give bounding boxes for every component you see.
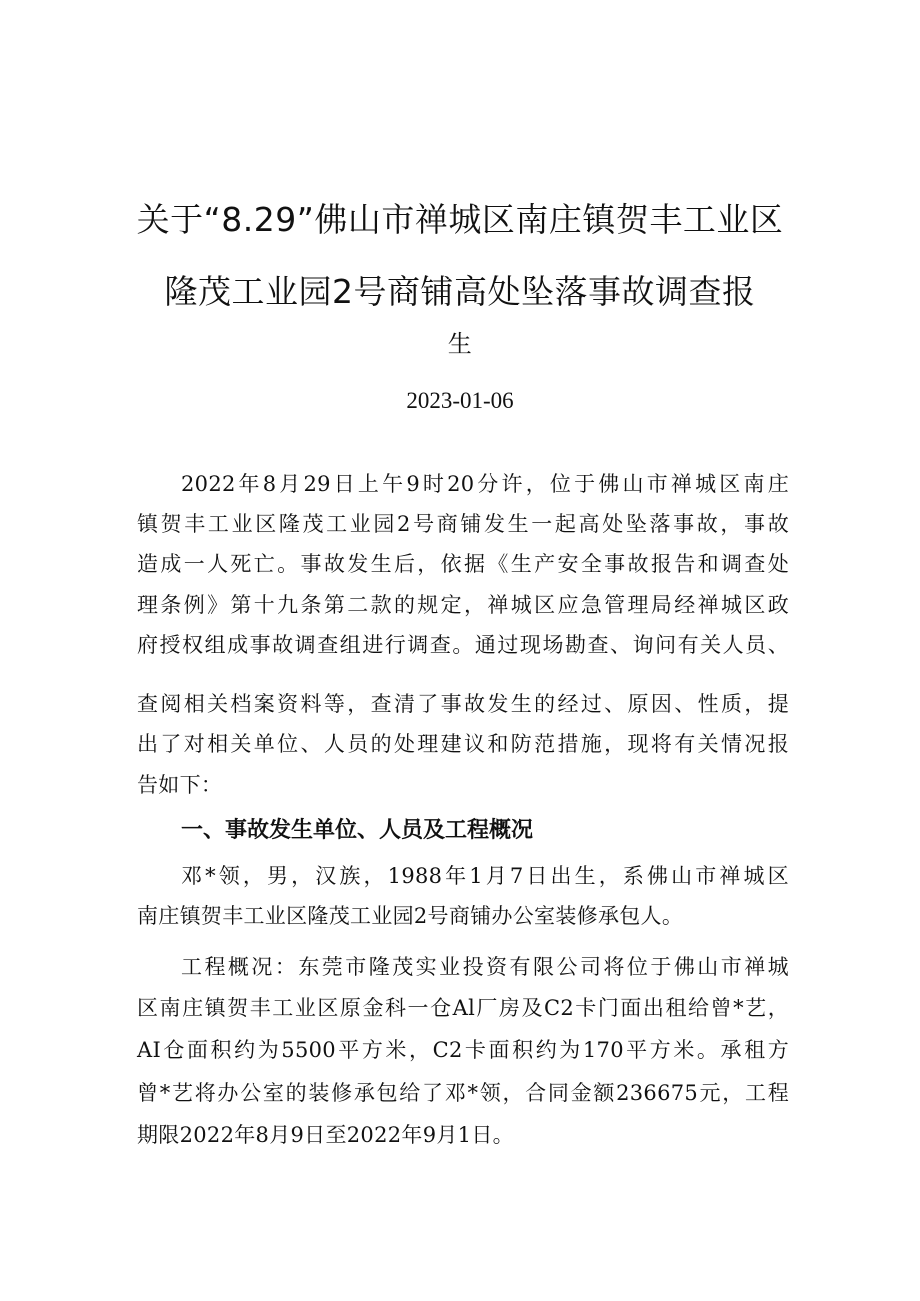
paragraph-3-line: 曾*艺将办公室的装修承包给了邓*领，合同金额236675元，工程 [137,1081,789,1105]
paragraph-1-line: 造成一人死亡。事故发生后，依据《生产安全事故报告和调查处 [137,552,789,576]
paragraph-1-line: 镇贺丰工业区隆茂工业园2号商铺发生一起高处坠落事故，事故 [137,512,789,536]
paragraph-2-line: 南庄镇贺丰工业区隆茂工业园2号商铺办公室装修承包人。 [137,904,684,928]
paragraph-3-line: 期限2022年8月9日至2022年9月1日。 [137,1123,514,1147]
paragraph-1-line: 查阅相关档案资料等，查清了事故发生的经过、原因、性质，提 [137,692,789,716]
paragraph-1-line: 告如下： [137,773,223,797]
paragraph-1-line: 理条例》第十九条第二款的规定，禅城区应急管理局经禅城区政 [137,593,789,617]
document-title-line-1: 关于“8.29”佛山市禅城区南庄镇贺丰工业区 [136,200,784,239]
paragraph-3-line: 区南庄镇贺丰工业区原金科一仓Al厂房及C2卡门面出租给曾*艺， [137,996,789,1020]
document-title-line-3: 生 [447,330,473,358]
paragraph-1-line: 2022年8月29日上午9时20分许，位于佛山市禅城区南庄 [181,472,789,496]
paragraph-1-line: 府授权组成事故调查组进行调查。通过现场勘查、询问有关人员、 [137,633,789,657]
document-date: 2023-01-06 [406,388,514,413]
section-heading: 一、事故发生单位、人员及工程概况 [181,818,534,843]
paragraph-3-line: 工程概况：东莞市隆茂实业投资有限公司将位于佛山市禅城 [181,955,789,979]
paragraph-2-line: 邓*领，男，汉族，1988年1月7日出生，系佛山市禅城区 [181,864,789,888]
document-title-line-2: 隆茂工业园2号商铺高处坠落事故调查报 [164,272,756,311]
paragraph-1-line: 出了对相关单位、人员的处理建议和防范措施，现将有关情况报 [137,732,789,756]
paragraph-3-line: AI仓面积约为5500平方米，C2卡面积约为170平方米。承租方 [137,1038,789,1062]
